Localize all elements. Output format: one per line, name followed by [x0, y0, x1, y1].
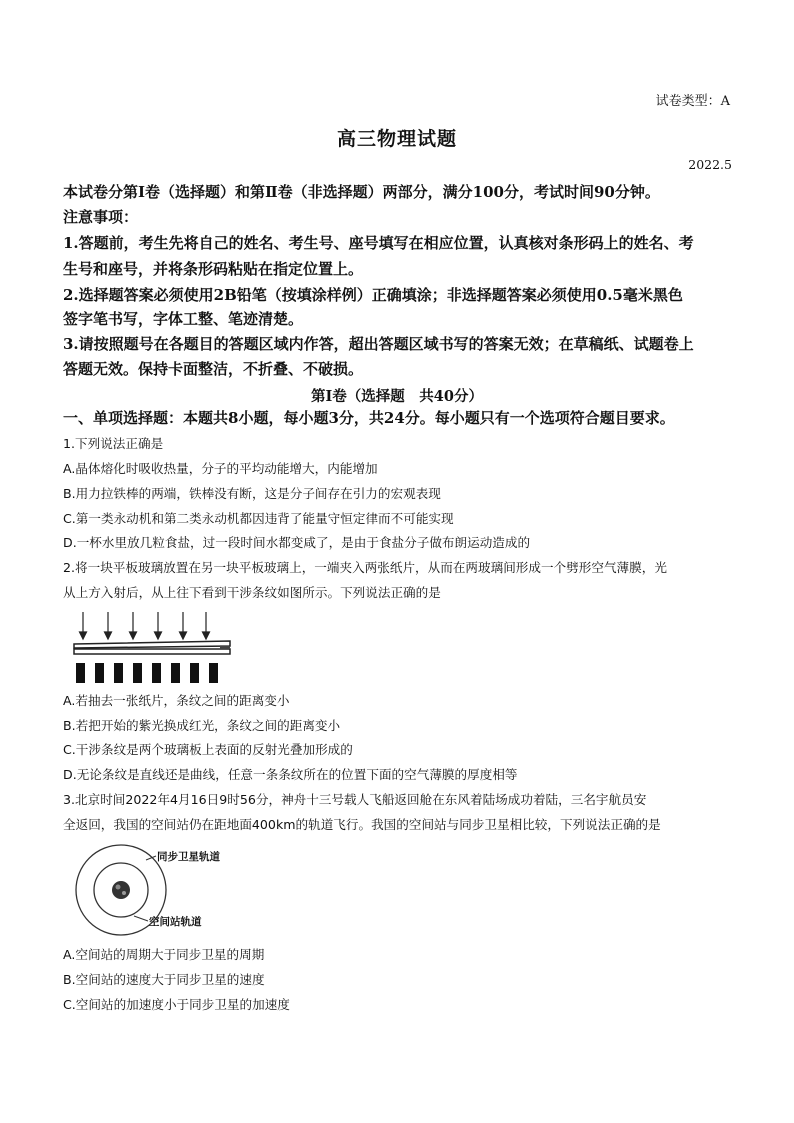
- q3-option-c: C.空间站的加速度小于同步卫星的加速度: [63, 997, 290, 1012]
- q3-stem-line-1: 3.北京时间2022年4月16日9时56分，神舟十三号载人飞船返回舱在东风着陆场成功着陆，三名宇航员安: [63, 792, 647, 807]
- paper-strips: [220, 646, 230, 649]
- sync-orbit-label: 同步卫星轨道: [157, 851, 220, 863]
- interference-fringes: [76, 663, 218, 683]
- q1-option-d: D.一杯水里放几粒食盐，过一段时间水都变咸了，是由于食盐分子做布朗运动造成的: [63, 535, 531, 550]
- q2-option-d: D.无论条纹是直线还是曲线，任意一条条纹所在的位置下面的空气薄膜的厚度相等: [63, 767, 518, 782]
- glass-plates: [74, 641, 230, 654]
- exam-date: 2022.5: [688, 157, 732, 172]
- notice-item-2-line-2: 签字笔书写，字体工整、笔迹清楚。: [63, 310, 304, 328]
- notice-item-1-line-2: 生号和座号，并将条形码粘贴在指定位置上。: [63, 260, 364, 278]
- q1-option-a: A.晶体熔化时吸收热量，分子的平均动能增大，内能增加: [63, 461, 378, 476]
- q2-stem-line-2: 从上方入射后，从上往下看到干涉条纹如图所示。下列说法正确的是: [63, 585, 441, 600]
- station-orbit-label: 空间站轨道: [149, 916, 202, 928]
- paper-type: 试卷类型：A: [655, 94, 730, 109]
- notice-item-1-line-1: 1.答题前，考生先将自己的姓名、考生号、座号填写在相应位置，认真核对条形码上的姓名、考: [63, 234, 694, 252]
- q1-stem: 1.下列说法正确是: [63, 436, 164, 451]
- incident-light-arrows: [80, 612, 210, 639]
- q3-option-b: B.空间站的速度大于同步卫星的速度: [63, 972, 265, 987]
- orbit-figure: [64, 840, 264, 940]
- page-title: 高三物理试题: [336, 128, 457, 150]
- q2-option-a: A.若抽去一张纸片，条纹之间的距离变小: [63, 693, 290, 708]
- earth-icon: [112, 881, 130, 899]
- notice-item-3-line-2: 答题无效。保持卡面整洁，不折叠、不破损。: [63, 360, 364, 378]
- q3-stem-line-2: 全返回，我国的空间站仍在距地面400km的轨道飞行。我国的空间站与同步卫星相比较，下列说法正确的是: [63, 817, 661, 832]
- q2-stem-line-1: 2.将一块平板玻璃放置在另一块平板玻璃上，一端夹入两张纸片，从而在两玻璃间形成一个劈形空气薄膜，光: [63, 560, 667, 575]
- q1-option-b: B.用力拉铁棒的两端，铁棒没有断，这是分子间存在引力的宏观表现: [63, 486, 441, 501]
- q1-option-c: C.第一类永动机和第二类永动机都因违背了能量守恒定律而不可能实现: [63, 511, 454, 526]
- q3-option-a: A.空间站的周期大于同步卫星的周期: [63, 947, 265, 962]
- part-1-title: 第Ⅰ卷（选择题 共40分）: [311, 388, 483, 405]
- wedge-interference-figure: [70, 608, 240, 686]
- q2-option-b: B.若把开始的紫光换成红光，条纹之间的距离变小: [63, 718, 341, 733]
- section-1-heading: 一、单项选择题：本题共8小题，每小题3分，共24分。每小题只有一个选项符合题目要求。: [63, 409, 675, 427]
- notice-heading: 注意事项：: [63, 208, 139, 226]
- q2-option-c: C.干涉条纹是两个玻璃板上表面的反射光叠加形成的: [63, 742, 353, 757]
- notice-item-2-line-1: 2.选择题答案必须使用2B铅笔（按填涂样例）正确填涂；非选择题答案必须使用0.5毫米黑色: [63, 286, 683, 304]
- notice-item-3-line-1: 3.请按照题号在各题目的答题区域内作答，超出答题区域书写的答案无效；在草稿纸、试题卷上: [63, 335, 694, 353]
- intro-text: 本试卷分第Ⅰ卷（选择题）和第Ⅱ卷（非选择题）两部分，满分100分，考试时间90分钟。: [63, 183, 660, 201]
